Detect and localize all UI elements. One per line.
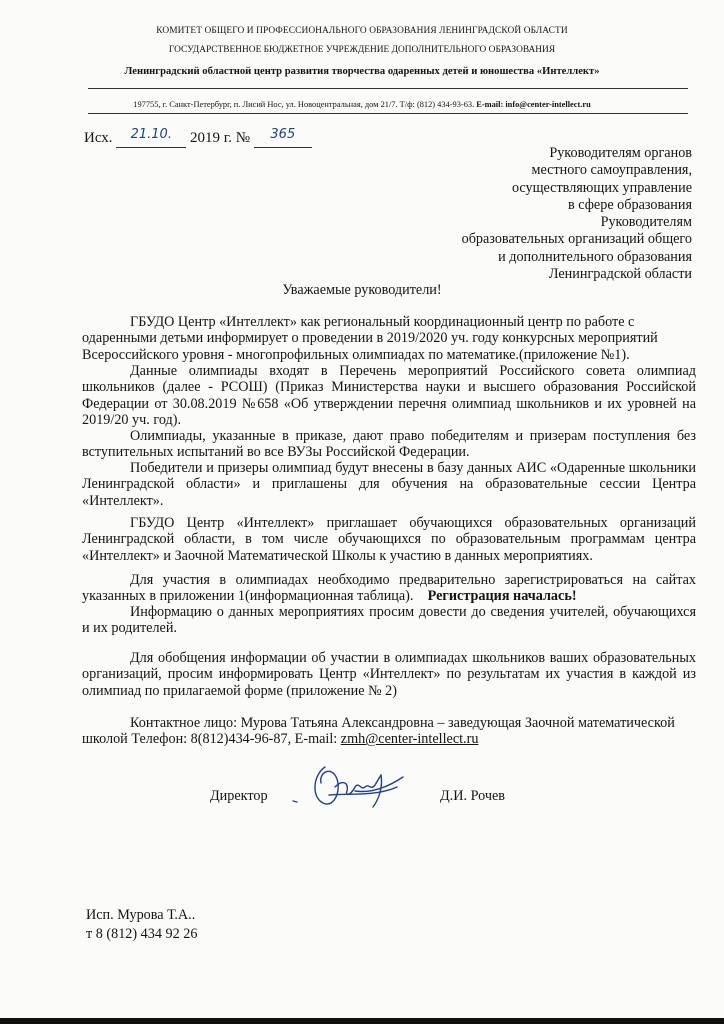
paragraph-invitation: ГБУДО Центр «Интеллект» приглашает обучающихся образовательных организаций Ленинградской области, в том числе обучающихся по образовательным программам центра «Интеллект» и Заочной Математической Школы к участию в данных мероприятиях. xyxy=(82,515,696,564)
header-email: E-mail: info@center-intellect.ru xyxy=(476,100,591,109)
signature-title: Директор xyxy=(210,788,268,804)
executor-phone: т 8 (812) 434 92 26 xyxy=(86,926,198,942)
paragraph-winners-database: Победители и призеры олимпиад будут внесены в базу данных АИС «Одаренные школьники Ленинградской области» и приглашены для обучения на образовательные сессии Центра «Интеллект». xyxy=(82,460,696,509)
paragraph-rsosh-list: Данные олимпиады входят в Перечень мероприятий Российского совета олимпиад школьников (далее - РСОШ) (Приказ Министерства науки и высшего образования Российской Федерации от 30.08.2019 №658 «Об утверждении перечня олимпиад школьников и их уровней на 2019/20 уч. год). xyxy=(82,363,696,428)
outgoing-number: 365 xyxy=(270,127,296,142)
paragraph-report-request: Для обобщения информации об участии в олимпиадах школьников ваших образовательных организаций, просим информировать Центр «Интеллект» по результатам их участия в каждой из олимпиад по прилагаемой форме (приложение № 2) xyxy=(82,650,696,699)
addressee-line: в сфере образования xyxy=(568,196,692,213)
scan-edge xyxy=(0,1018,724,1024)
outgoing-reference xyxy=(84,127,312,148)
header-divider-top xyxy=(88,88,688,89)
contact-text: Контактное лицо: Мурова Татьяна Александровна – заведующая Заочной математической школой Телефон: 8(812)434-96-87, E-mail: xyxy=(82,715,675,748)
addressee-line: образовательных организаций общего xyxy=(461,231,692,248)
outgoing-date-field xyxy=(116,127,186,148)
paragraph-registration xyxy=(82,572,696,605)
addressee-block xyxy=(292,145,692,283)
header-institution-type: ГОСУДАРСТВЕННОЕ БЮДЖЕТНОЕ УЧРЕЖДЕНИЕ ДОПОЛНИТЕЛЬНОГО ОБРАЗОВАНИЯ xyxy=(168,45,556,55)
paragraph-intro: ГБУДО Центр «Интеллект» как региональный координационный центр по работе с одаренными детьми информирует о проведении в 2019/2020 уч. году конкурсных мероприятий Всероссийского уровня - многопрофильных олимпиадах по математике.(приложение №1). xyxy=(82,314,658,363)
outgoing-prefix: Исх. xyxy=(84,130,113,146)
header-committee: КОМИТЕТ ОБЩЕГО И ПРОФЕССИОНАЛЬНОГО ОБРАЗОВАНИЯ ЛЕНИНГРАДСКОЙ ОБЛАСТИ xyxy=(156,26,568,36)
addressee-line: осуществляющих управление xyxy=(511,179,692,196)
greeting: Уважаемые руководители! xyxy=(282,282,442,298)
paragraph-contact xyxy=(82,715,696,748)
executor-name: Исп. Мурова Т.А.. xyxy=(86,907,196,923)
addressee-line: Руководителям xyxy=(600,214,692,231)
registration-started: Регистрация началась! xyxy=(427,588,577,605)
paragraph-inform-teachers: Информацию о данных мероприятиях просим довести до сведения учителей, обучающихся и их родителей. xyxy=(82,604,696,637)
header-divider-bottom xyxy=(88,113,688,114)
header-center-name: Ленинградский областной центр развития творчества одаренных детей и юношества «Интеллект» xyxy=(124,66,600,77)
director-name: Д.И. Рочев xyxy=(440,788,505,804)
outgoing-year: 2019 г. № xyxy=(190,130,251,146)
outgoing-date: 21.10. xyxy=(130,127,172,142)
director-signature xyxy=(285,757,425,817)
contact-email-link[interactable]: zmh@center-intellect.ru xyxy=(340,731,479,748)
addressee-line: Ленинградской области xyxy=(548,266,692,283)
header-address: 197755, г. Санкт-Петербург, п. Лисий Нос, ул. Новоцентральная, дом 21/7. Т/ф: (812) 434-93-63. xyxy=(133,100,475,109)
addressee-line: и дополнительного образования xyxy=(498,248,692,265)
header-contacts xyxy=(0,100,724,109)
registration-text: Для участия в олимпиадах необходимо предварительно зарегистрироваться на сайтах указанных в приложении 1(информационная таблица). xyxy=(82,572,696,605)
addressee-line: Руководителям органов xyxy=(549,145,692,161)
executor-block xyxy=(86,906,197,944)
paragraph-admission-rights: Олимпиады, указанные в приказе, дают право победителям и призерам поступления без вступительных испытаний во все ВУЗы Российской Федерации. xyxy=(82,428,696,461)
addressee-line: местного самоуправления, xyxy=(531,162,692,179)
